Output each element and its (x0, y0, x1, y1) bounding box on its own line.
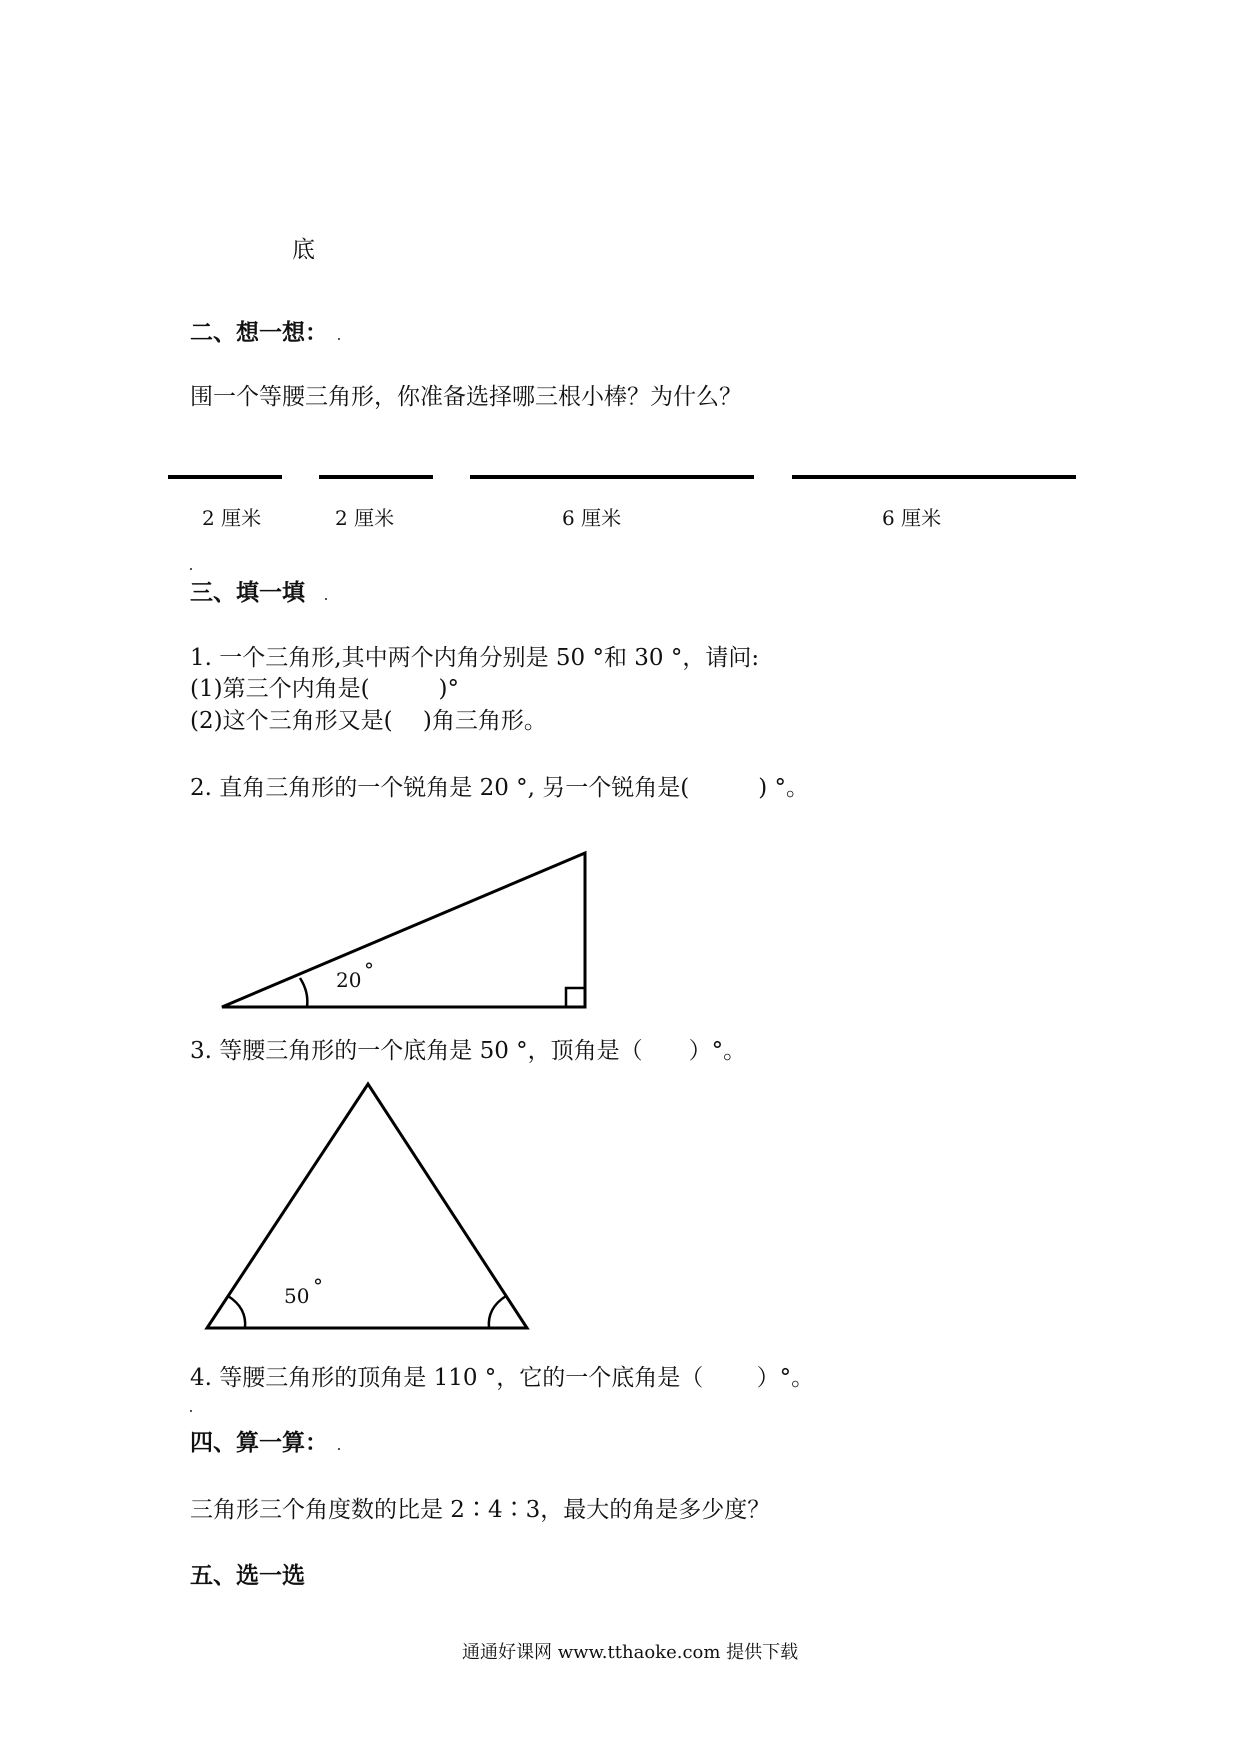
stick-4 (792, 475, 1076, 479)
section-4-heading: 四、算一算： (190, 1429, 328, 1456)
question-4: 4. 等腰三角形的顶角是 110 °，它的一个底角是（ ）°。 (190, 1365, 815, 1391)
stick-3-label: 6 厘米 (562, 506, 622, 530)
stick-2-label: 2 厘米 (335, 506, 395, 530)
stick-4-label: 6 厘米 (882, 506, 942, 530)
stick-1 (168, 475, 282, 479)
angle-20-degree: ° (364, 958, 374, 982)
question-3: 3. 等腰三角形的一个底角是 50 °，顶角是（ ）°。 (190, 1038, 747, 1064)
section-2-heading: 二、想一想： (190, 319, 328, 346)
scan-dot (338, 338, 340, 340)
angle-arc-20 (300, 978, 307, 1007)
question-1b: (2)这个三角形又是( )角三角形。 (190, 708, 547, 734)
angle-50-label: 50 (284, 1284, 310, 1308)
scan-dot (190, 1410, 192, 1412)
base-angle-arc-left (228, 1296, 245, 1328)
section-2-question: 围一个等腰三角形，你准备选择哪三根小棒？为什么？ (190, 384, 742, 410)
section-4-question: 三角形三个角度数的比是 2∶4∶3，最大的角是多少度？ (190, 1497, 771, 1523)
isosceles-triangle (207, 1084, 527, 1328)
base-label: 底 (292, 237, 315, 263)
right-triangle (222, 853, 585, 1007)
stick-2 (319, 475, 433, 479)
question-2: 2. 直角三角形的一个锐角是 20 °, 另一个锐角是( ) °。 (190, 775, 810, 801)
section-3-heading: 三、填一填 (190, 579, 305, 606)
page-footer: 通通好课网 www.tthaoke.com 提供下载 (462, 1642, 799, 1663)
scan-dot (338, 1448, 340, 1450)
right-angle-mark (566, 988, 585, 1007)
stick-1-label: 2 厘米 (202, 506, 262, 530)
question-1: 1. 一个三角形,其中两个内角分别是 50 °和 30 °，请问: (190, 645, 760, 671)
base-angle-arc-right (489, 1296, 506, 1328)
stick-3 (470, 475, 754, 479)
angle-20-label: 20 (336, 968, 362, 992)
scan-dot (190, 568, 192, 570)
section-5-heading: 五、选一选 (190, 1562, 305, 1589)
angle-50-degree: ° (313, 1274, 323, 1298)
scan-dot (325, 598, 327, 600)
question-1a: (1)第三个内角是( )° (190, 676, 460, 702)
